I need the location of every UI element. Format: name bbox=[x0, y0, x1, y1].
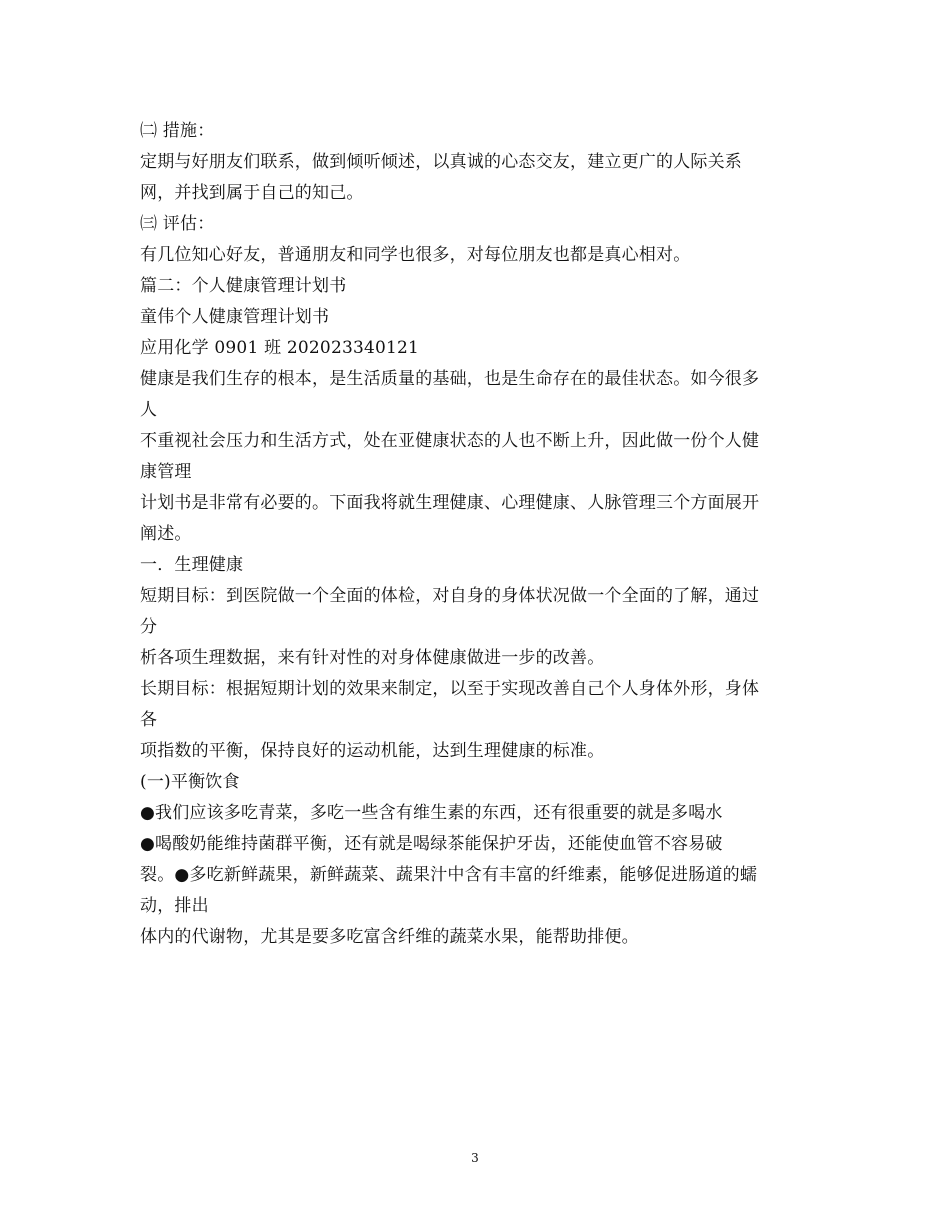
text-line: 体内的代谢物，尤其是要多吃富含纤维的蔬菜水果，能帮助排便。 bbox=[140, 927, 639, 947]
text-line: 人 bbox=[140, 400, 158, 420]
page-number: 3 bbox=[471, 1151, 479, 1165]
document-body bbox=[140, 116, 820, 953]
text-line: 阐述。 bbox=[140, 524, 192, 544]
author-info: 应用化学 0901 班 202023340121 bbox=[140, 338, 420, 358]
text-line: ㈡ 措施： bbox=[140, 121, 215, 141]
text-line: 析各项生理数据，来有针对性的对身体健康做进一步的改善。 bbox=[140, 648, 605, 668]
bullet-line: ●喝酸奶能维持菌群平衡，还有就是喝绿茶能保护牙齿，还能使血管不容易破 bbox=[140, 834, 723, 854]
text-line: 动，排出 bbox=[140, 896, 209, 916]
subsection-heading: (一)平衡饮食 bbox=[140, 772, 240, 792]
text-line: 计划书是非常有必要的。下面我将就生理健康、心理健康、人脉管理三个方面展开 bbox=[140, 493, 760, 513]
text-line: 有几位知心好友，普通朋友和同学也很多，对每位朋友也都是真心相对。 bbox=[140, 245, 691, 265]
bullet-line: 裂。●多吃新鲜蔬果，新鲜蔬菜、蔬果汁中含有丰富的纤维素，能够促进肠道的蠕 bbox=[140, 865, 758, 885]
document-title: 童伟个人健康管理计划书 bbox=[140, 307, 330, 327]
text-line: 不重视社会压力和生活方式，处在亚健康状态的人也不断上升，因此做一份个人健 bbox=[140, 431, 760, 451]
text-line: 长期目标：根据短期计划的效果来制定，以至于实现改善自己个人身体外形，身体 bbox=[140, 679, 760, 699]
text-line: 短期目标：到医院做一个全面的体检，对自身的身体状况做一个全面的了解，通过 bbox=[140, 586, 760, 606]
text-line: 定期与好朋友们联系，做到倾听倾述，以真诚的心态交友，建立更广的人际关系 bbox=[140, 152, 742, 172]
bullet-line: ●我们应该多吃青菜，多吃一些含有维生素的东西，还有很重要的就是多喝水 bbox=[140, 803, 723, 823]
text-line: 康管理 bbox=[140, 462, 192, 482]
text-line: 各 bbox=[140, 710, 158, 730]
section-heading: 一．生理健康 bbox=[140, 555, 244, 575]
text-line: ㈢ 评估： bbox=[140, 214, 215, 234]
section-heading: 篇二：个人健康管理计划书 bbox=[140, 276, 347, 296]
text-line: 分 bbox=[140, 617, 158, 637]
text-line: 项指数的平衡，保持良好的运动机能，达到生理健康的标准。 bbox=[140, 741, 605, 761]
text-line: 健康是我们生存的根本，是生活质量的基础，也是生命存在的最佳状态。如今很多 bbox=[140, 369, 760, 389]
text-line: 网，并找到属于自己的知己。 bbox=[140, 183, 364, 203]
